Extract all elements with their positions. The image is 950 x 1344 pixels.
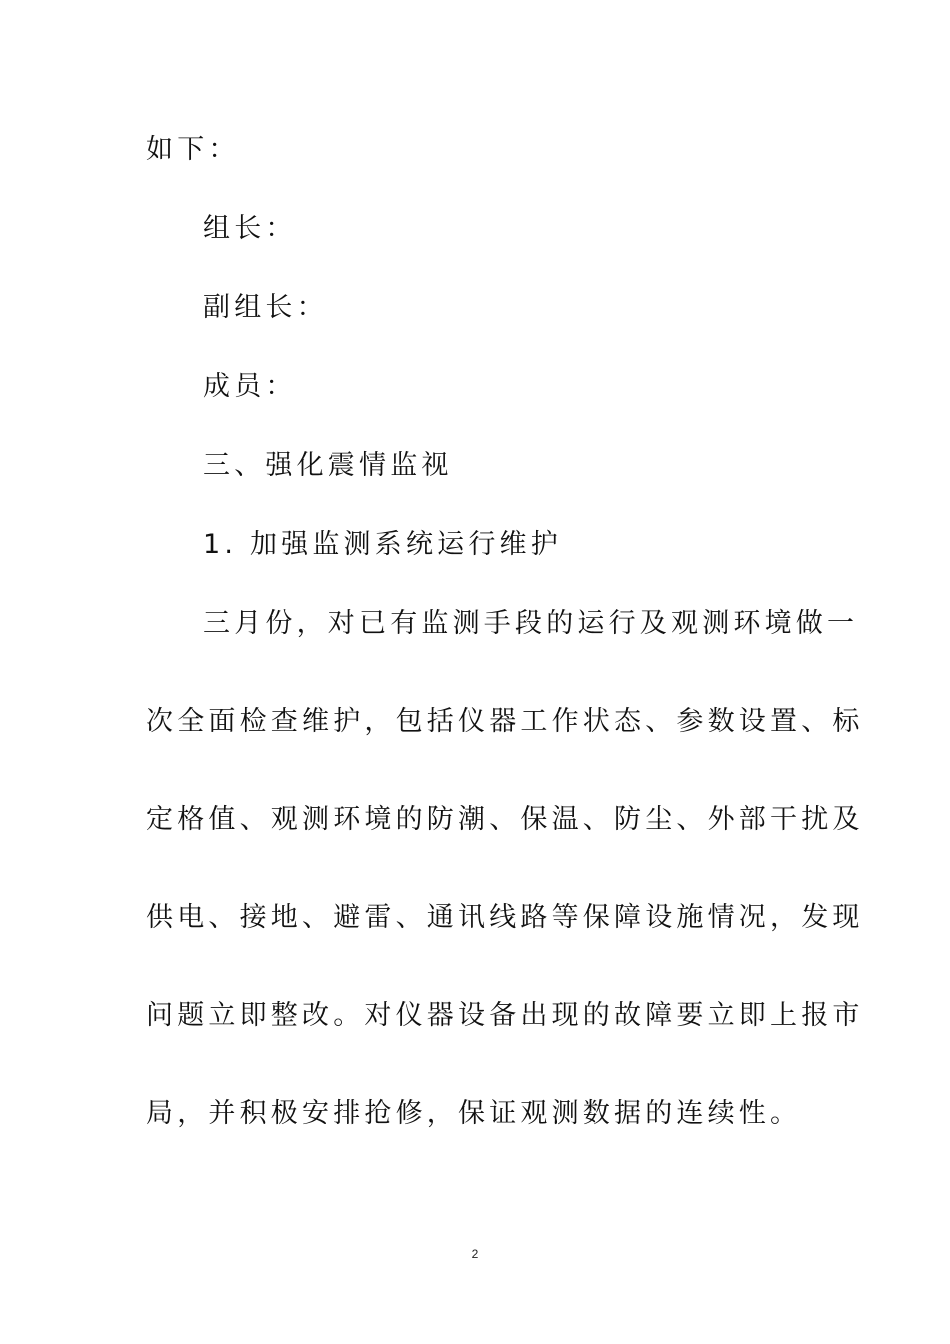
section-heading-3: 三、强化震情监视 — [203, 450, 453, 481]
paragraph-line: 定格值、观测环境的防潮、保温、防尘、外部干扰及 — [146, 804, 864, 835]
page-number: 2 — [471, 1247, 479, 1261]
text-line-members: 成员： — [203, 371, 297, 402]
paragraph-line: 局，并积极安排抢修，保证观测数据的连续性。 — [146, 1098, 802, 1129]
text-line-team-leader: 组长： — [203, 213, 297, 244]
subsection-heading-1: 1. 加强监测系统运行维护 — [203, 529, 562, 560]
text-line-continuation: 如下： — [146, 134, 240, 165]
paragraph-line: 次全面检查维护，包括仪器工作状态、参数设置、标 — [146, 706, 864, 737]
text-line-deputy-leader: 副组长： — [203, 292, 328, 323]
paragraph-line: 三月份，对已有监测手段的运行及观测环境做一 — [203, 608, 859, 639]
paragraph-line: 问题立即整改。对仪器设备出现的故障要立即上报市 — [146, 1000, 864, 1031]
paragraph-line: 供电、接地、避雷、通讯线路等保障设施情况，发现 — [146, 902, 864, 933]
